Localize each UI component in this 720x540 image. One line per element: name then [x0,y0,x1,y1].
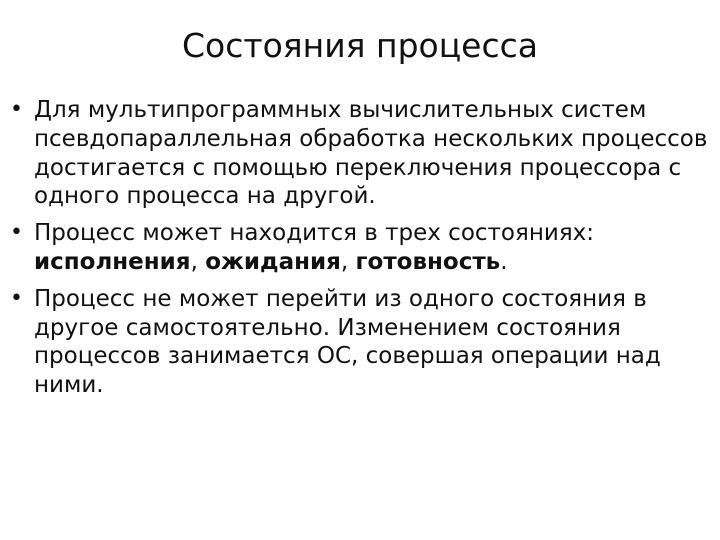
separator: , [190,248,206,275]
bullet-icon: • [10,97,23,122]
bullet-item-2 [10,219,716,277]
bullet-item-1 [10,96,716,211]
bullet-2-text: Процесс может находится в трех состояниях: [34,220,595,247]
state-executing: исполнения [34,248,191,275]
bullet-icon: • [10,285,23,311]
separator: , [340,248,356,275]
bullet-3-text: Процесс не может перейти из одного состояния в другое самостоятельно. Изменением состояния процессов занимается ОС, совершая операции над ними. [34,285,661,399]
bullet-list [10,96,716,408]
state-ready: готовность [355,248,501,275]
slide-title: Состояния процесса [182,26,538,65]
bullet-item-3 [10,285,716,400]
period: . [500,248,508,275]
bullet-icon: • [10,220,23,246]
bullet-1-text: Для мультипрограммных вычислительных систем псевдопараллельная обработка нескольких процессов достигается с помощью переключения процессора с одного процесса на другой. [34,97,708,210]
state-waiting: ожидания [205,248,341,275]
